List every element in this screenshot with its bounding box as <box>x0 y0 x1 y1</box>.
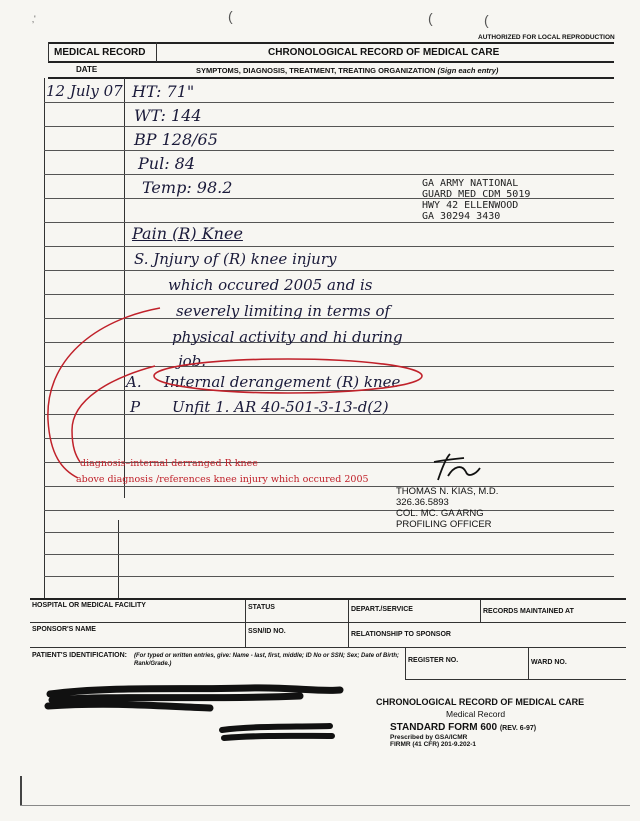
doctor-rank: COL. MC. GA ARNG <box>396 508 484 519</box>
records-label: RECORDS MAINTAINED AT <box>483 608 574 615</box>
subjective-line-3: severely limiting in terms of <box>176 302 391 320</box>
doctor-number: 326.36.5893 <box>396 497 449 508</box>
redaction-lower <box>222 726 332 738</box>
scan-mark: ( <box>484 12 489 28</box>
patient-id-label: PATIENT'S IDENTIFICATION: <box>32 652 127 659</box>
vital-weight: WT: 144 <box>134 106 202 125</box>
doctor-name: THOMAS N. KIAS, M.D. <box>396 486 499 497</box>
sponsor-label: SPONSOR'S NAME <box>32 626 96 633</box>
ssn-label: SSN/ID NO. <box>248 628 286 635</box>
sign-each-entry-note: (Sign each entry) <box>437 66 499 75</box>
subjective-line-2: which occured 2005 and is <box>168 276 373 294</box>
subjective-line-5: job. <box>178 352 207 370</box>
entry-date: 12 July 07 <box>46 82 123 100</box>
form-number-text: STANDARD FORM 600 <box>390 722 498 733</box>
form-number <box>390 722 536 733</box>
hospital-label: HOSPITAL OR MEDICAL FACILITY <box>32 602 146 609</box>
register-label: REGISTER NO. <box>408 657 459 664</box>
form-rev: (REV. 6-97) <box>499 725 537 732</box>
annotation-note-1: diagnosis–internal derranged R knee <box>80 458 258 469</box>
scan-mark: ‚' <box>32 14 36 24</box>
patient-id-note: (For typed or written entries, give: Name - last, first, middle; ID No or SSN; Sex; Date of Birth; Rank/Grade.) <box>134 653 400 667</box>
scan-mark: ( <box>228 8 233 24</box>
chief-complaint: Pain (R) Knee <box>132 224 243 243</box>
relationship-label: RELATIONSHIP TO SPONSOR <box>351 631 451 638</box>
status-label: STATUS <box>248 604 275 611</box>
subjective-line-4: physical activity and hi during <box>172 328 403 346</box>
symptoms-column-text: SYMPTOMS, DIAGNOSIS, TREATMENT, TREATING ORGANIZATION <box>196 66 436 75</box>
form-id-title: CHRONOLOGICAL RECORD OF MEDICAL CARE <box>376 697 585 707</box>
prescribed-line-1: Prescribed by GSA/ICMR <box>390 734 468 741</box>
stamp-line-4: GA 30294 3430 <box>422 211 501 222</box>
plan-text: Unfit 1. AR 40-501-3-13-d(2) <box>172 398 389 416</box>
vital-temp: Temp: 98.2 <box>142 178 233 197</box>
stamp-line-2: GUARD MED CDM 5019 <box>422 189 531 200</box>
vital-pulse: Pul: 84 <box>138 154 196 173</box>
subjective-line-1: S. Jnjury of (R) knee injury <box>134 250 337 268</box>
plan-label: P <box>130 398 141 416</box>
scan-bottom-edge <box>20 776 22 806</box>
date-column-header: DATE <box>76 65 98 74</box>
vital-height: HT: 71" <box>132 82 195 101</box>
annotation-note-2: above diagnosis /references knee injury which occured 2005 <box>76 474 369 485</box>
scan-mark: ( <box>428 10 433 26</box>
form-title: CHRONOLOGICAL RECORD OF MEDICAL CARE <box>268 47 500 58</box>
assessment-text: Internal derangement (R) knee <box>164 373 401 391</box>
assessment-label: A. <box>126 373 142 391</box>
form-id-sub: Medical Record <box>446 709 506 719</box>
depart-label: DEPART./SERVICE <box>351 606 413 613</box>
prescribed-line-2: FIRMR (41 CFR) 201-9.202-1 <box>390 741 476 748</box>
medical-record-label: MEDICAL RECORD <box>54 47 146 58</box>
stamp-line-3: HWY 42 ELLENWOOD <box>422 200 519 211</box>
vital-bp: BP 128/65 <box>134 130 218 149</box>
stamp-line-1: GA ARMY NATIONAL <box>422 178 519 189</box>
redaction-upper <box>48 688 340 708</box>
scan-bottom-line <box>20 805 630 806</box>
authorized-text: AUTHORIZED FOR LOCAL REPRODUCTION <box>478 34 615 41</box>
ward-label: WARD NO. <box>531 659 567 666</box>
doctor-role: PROFILING OFFICER <box>396 519 492 530</box>
